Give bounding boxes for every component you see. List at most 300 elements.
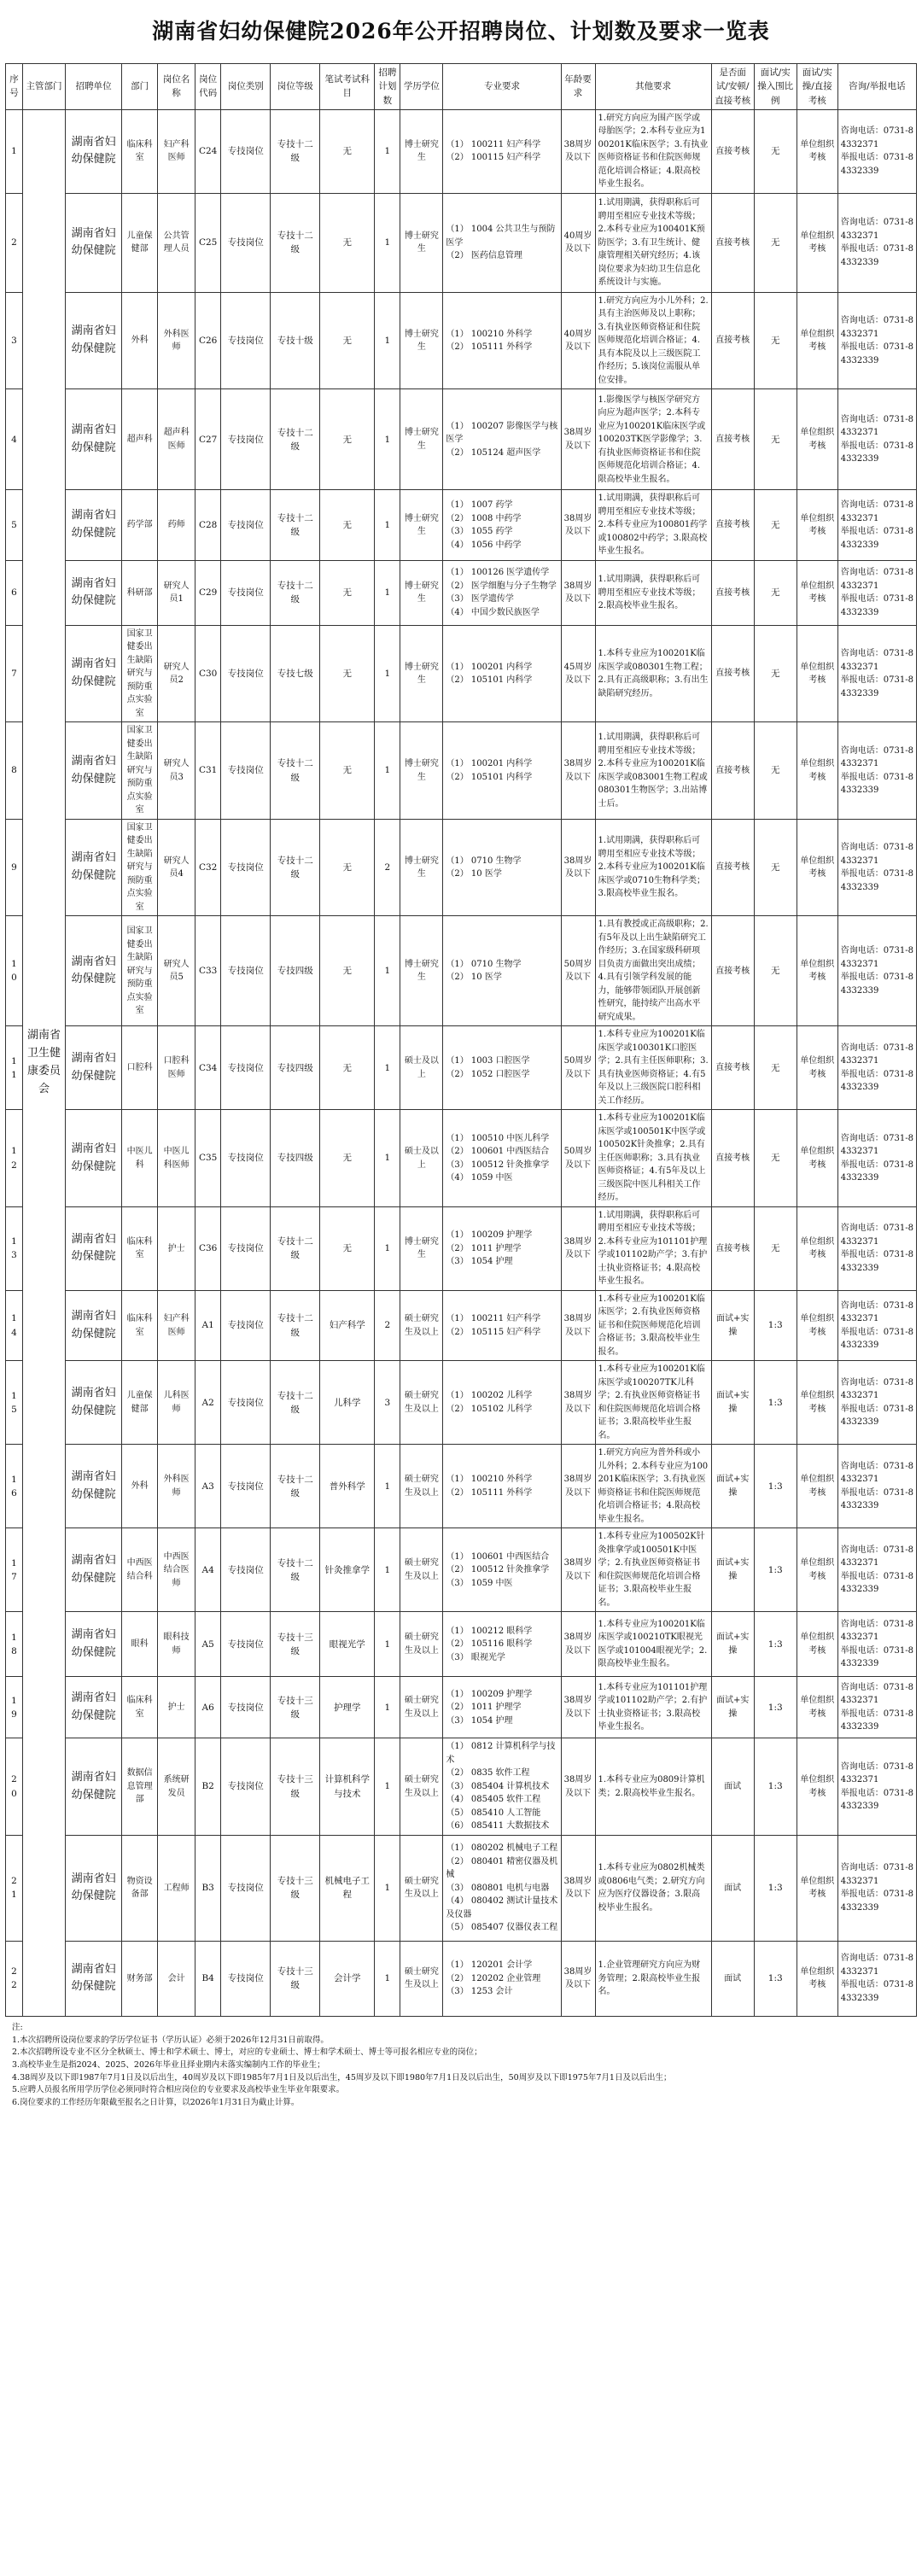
table-row bbox=[6, 1206, 917, 1290]
row-number: 19 bbox=[6, 1677, 23, 1738]
department: 国家卫健委出生缺陷研究与预防重点实验室 bbox=[122, 625, 158, 722]
assessment-organizer: 单位组织考核 bbox=[797, 1026, 837, 1110]
notes-section bbox=[5, 2017, 917, 2115]
assessment-organizer: 单位组织考核 bbox=[797, 1528, 837, 1612]
assessment-organizer: 单位组织考核 bbox=[797, 1612, 837, 1677]
department: 科研部 bbox=[122, 560, 158, 625]
position-code: A5 bbox=[195, 1612, 221, 1677]
position-level: 专技十三级 bbox=[271, 1941, 320, 2016]
position-level: 专技十二级 bbox=[271, 193, 320, 292]
row-number: 7 bbox=[6, 625, 23, 722]
major-requirement: （1） 100201 内科学 （2） 105101 内科学 bbox=[443, 722, 561, 820]
assessment-organizer: 单位组织考核 bbox=[797, 1290, 837, 1361]
contact-phone: 咨询电话：0731-84332371 举报电话：0731-84332339 bbox=[837, 1738, 916, 1836]
position-code: B2 bbox=[195, 1738, 221, 1836]
position-code: C25 bbox=[195, 193, 221, 292]
position-name: 公共管理人员 bbox=[158, 193, 195, 292]
shortlist-ratio: 无 bbox=[754, 292, 797, 389]
assessment-mode: 面试 bbox=[711, 1941, 754, 2016]
position-name: 外科医师 bbox=[158, 1445, 195, 1528]
planned-count: 1 bbox=[375, 1110, 400, 1207]
table-row bbox=[6, 560, 917, 625]
table-row bbox=[6, 1110, 917, 1207]
exam-subject: 无 bbox=[320, 389, 375, 490]
other-requirement: 1.本科专业应为100201K临床医学或100210TK眼视光医学或101004眼视光学；2.限高校毕业生报名。 bbox=[595, 1612, 711, 1677]
table-row bbox=[6, 109, 917, 193]
recruiting-unit: 湖南省妇幼保健院 bbox=[66, 1110, 122, 1207]
position-code: C26 bbox=[195, 292, 221, 389]
position-name: 口腔科医师 bbox=[158, 1026, 195, 1110]
other-requirement: 1.本科专业应为0809计算机类；2.限高校毕业生报名。 bbox=[595, 1738, 711, 1836]
assessment-organizer: 单位组织考核 bbox=[797, 819, 837, 916]
age-requirement: 38周岁及以下 bbox=[561, 1290, 595, 1361]
position-code: A3 bbox=[195, 1445, 221, 1528]
position-level: 专技十三级 bbox=[271, 1738, 320, 1836]
note-item: 3.高校毕业生是指2024、2025、2026年毕业且择业期内未落实编制内工作的毕业生； bbox=[12, 2059, 325, 2070]
position-category: 专技岗位 bbox=[221, 389, 271, 490]
planned-count: 1 bbox=[375, 1528, 400, 1612]
assessment-mode: 面试+实操 bbox=[711, 1528, 754, 1612]
row-number: 9 bbox=[6, 819, 23, 916]
planned-count: 1 bbox=[375, 389, 400, 490]
position-code: C29 bbox=[195, 560, 221, 625]
column-header: 序号 bbox=[6, 64, 23, 110]
row-number: 14 bbox=[6, 1290, 23, 1361]
assessment-organizer: 单位组织考核 bbox=[797, 1361, 837, 1445]
major-requirement: （1） 080202 机械电子工程 （2） 080401 精密仪器及机械 （3） 080801 电机与电器 （4） 080402 测试计量技术及仪器 （5） 085407 仪器仪表工程 bbox=[443, 1835, 561, 1941]
position-level: 专技十三级 bbox=[271, 1835, 320, 1941]
contact-phone: 咨询电话：0731-84332371 举报电话：0731-84332339 bbox=[837, 490, 916, 561]
position-code: C34 bbox=[195, 1026, 221, 1110]
table-row bbox=[6, 625, 917, 722]
position-level: 专技十二级 bbox=[271, 1290, 320, 1361]
table-row bbox=[6, 819, 917, 916]
assessment-mode: 面试+实操 bbox=[711, 1361, 754, 1445]
note-item: 1.本次招聘所设岗位要求的学历学位证书（学历认证）必须于2026年12月31日前取得。 bbox=[12, 2035, 329, 2045]
education: 硕士研究生及以上 bbox=[400, 1738, 443, 1836]
department: 物资设备部 bbox=[122, 1835, 158, 1941]
column-header: 岗位名称 bbox=[158, 64, 195, 110]
position-category: 专技岗位 bbox=[221, 625, 271, 722]
assessment-organizer: 单位组织考核 bbox=[797, 109, 837, 193]
education: 硕士研究生及以上 bbox=[400, 1528, 443, 1612]
exam-subject: 无 bbox=[320, 1026, 375, 1110]
recruiting-unit: 湖南省妇幼保健院 bbox=[66, 625, 122, 722]
recruiting-unit: 湖南省妇幼保健院 bbox=[66, 193, 122, 292]
position-name: 会计 bbox=[158, 1941, 195, 2016]
assessment-mode: 直接考核 bbox=[711, 819, 754, 916]
row-number: 13 bbox=[6, 1206, 23, 1290]
position-code: C24 bbox=[195, 109, 221, 193]
assessment-organizer: 单位组织考核 bbox=[797, 1445, 837, 1528]
contact-phone: 咨询电话：0731-84332371 举报电话：0731-84332339 bbox=[837, 1677, 916, 1738]
major-requirement: （1） 100601 中西医结合 （2） 100512 针灸推拿学 （3） 1059 中医 bbox=[443, 1528, 561, 1612]
position-code: C31 bbox=[195, 722, 221, 820]
recruiting-unit: 湖南省妇幼保健院 bbox=[66, 1361, 122, 1445]
shortlist-ratio: 无 bbox=[754, 625, 797, 722]
recruiting-unit: 湖南省妇幼保健院 bbox=[66, 916, 122, 1026]
age-requirement: 38周岁及以下 bbox=[561, 1941, 595, 2016]
column-header: 是否面试/安顿/直接考核 bbox=[711, 64, 754, 110]
age-requirement: 40周岁及以下 bbox=[561, 292, 595, 389]
recruiting-unit: 湖南省妇幼保健院 bbox=[66, 1612, 122, 1677]
recruiting-unit: 湖南省妇幼保健院 bbox=[66, 1941, 122, 2016]
position-level: 专技十二级 bbox=[271, 1528, 320, 1612]
age-requirement: 38周岁及以下 bbox=[561, 1677, 595, 1738]
assessment-organizer: 单位组织考核 bbox=[797, 1206, 837, 1290]
department: 儿童保健部 bbox=[122, 193, 158, 292]
exam-subject: 无 bbox=[320, 560, 375, 625]
major-requirement: （1） 100209 护理学 （2） 1011 护理学 （3） 1054 护理 bbox=[443, 1206, 561, 1290]
age-requirement: 38周岁及以下 bbox=[561, 1361, 595, 1445]
major-requirement: （1） 0812 计算机科学与技术 （2） 0835 软件工程 （3） 085404 计算机技术 （4） 085405 软件工程 （5） 085410 人工智能 （6） 085411 大数据技术 bbox=[443, 1738, 561, 1836]
position-code: C30 bbox=[195, 625, 221, 722]
exam-subject: 儿科学 bbox=[320, 1361, 375, 1445]
shortlist-ratio: 1:3 bbox=[754, 1738, 797, 1836]
position-code: C36 bbox=[195, 1206, 221, 1290]
position-category: 专技岗位 bbox=[221, 1612, 271, 1677]
education: 博士研究生 bbox=[400, 819, 443, 916]
age-requirement: 38周岁及以下 bbox=[561, 1738, 595, 1836]
position-name: 研究人员5 bbox=[158, 916, 195, 1026]
planned-count: 1 bbox=[375, 1941, 400, 2016]
position-level: 专技七级 bbox=[271, 625, 320, 722]
other-requirement: 1.本科专业应为100201K临床医学或100301K口腔医学；2.具有主任医师职称；3.具有执业医师资格证；4.有5年及以上三级医院口腔科相关工作经历。 bbox=[595, 1026, 711, 1110]
row-number: 6 bbox=[6, 560, 23, 625]
assessment-mode: 直接考核 bbox=[711, 722, 754, 820]
assessment-organizer: 单位组织考核 bbox=[797, 389, 837, 490]
note-item: 4.38周岁及以下即1987年7月1日及以后出生，40周岁及以下即1985年7月1日及以后出生，45周岁及以下即1980年7月1日及以后出生，50周岁及以下即1975年7月1日及以后出生； bbox=[12, 2072, 672, 2082]
recruiting-unit: 湖南省妇幼保健院 bbox=[66, 1835, 122, 1941]
exam-subject: 护理学 bbox=[320, 1677, 375, 1738]
assessment-organizer: 单位组织考核 bbox=[797, 490, 837, 561]
table-row bbox=[6, 916, 917, 1026]
table-row bbox=[6, 1835, 917, 1941]
column-header: 岗位类别 bbox=[221, 64, 271, 110]
row-number: 8 bbox=[6, 722, 23, 820]
position-code: A1 bbox=[195, 1290, 221, 1361]
position-category: 专技岗位 bbox=[221, 1026, 271, 1110]
shortlist-ratio: 1:3 bbox=[754, 1612, 797, 1677]
row-number: 4 bbox=[6, 389, 23, 490]
major-requirement: （1） 100211 妇产科学 （2） 105115 妇产科学 bbox=[443, 1290, 561, 1361]
planned-count: 1 bbox=[375, 1835, 400, 1941]
exam-subject: 会计学 bbox=[320, 1941, 375, 2016]
notes-label: 注: bbox=[12, 2022, 23, 2032]
assessment-organizer: 单位组织考核 bbox=[797, 1110, 837, 1207]
education: 博士研究生 bbox=[400, 292, 443, 389]
assessment-mode: 面试 bbox=[711, 1835, 754, 1941]
planned-count: 1 bbox=[375, 560, 400, 625]
position-name: 研究人员1 bbox=[158, 560, 195, 625]
position-category: 专技岗位 bbox=[221, 1941, 271, 2016]
column-header: 学历学位 bbox=[400, 64, 443, 110]
recruiting-unit: 湖南省妇幼保健院 bbox=[66, 1738, 122, 1836]
assessment-mode: 直接考核 bbox=[711, 193, 754, 292]
position-name: 护士 bbox=[158, 1677, 195, 1738]
exam-subject: 无 bbox=[320, 193, 375, 292]
planned-count: 1 bbox=[375, 1612, 400, 1677]
position-category: 专技岗位 bbox=[221, 109, 271, 193]
other-requirement: 1.本科专业应为0802机械类或0806电气类；2.研究方向应为医疗仪器设备；3.限高校毕业生报名。 bbox=[595, 1835, 711, 1941]
contact-phone: 咨询电话：0731-84332371 举报电话：0731-84332339 bbox=[837, 916, 916, 1026]
other-requirement: 1.本科专业应为101101护理学或101102助产学；2.有护士执业资格证书；3.限高校毕业生报名。 bbox=[595, 1677, 711, 1738]
shortlist-ratio: 无 bbox=[754, 389, 797, 490]
position-name: 研究人员4 bbox=[158, 819, 195, 916]
planned-count: 1 bbox=[375, 1026, 400, 1110]
position-code: A4 bbox=[195, 1528, 221, 1612]
position-category: 专技岗位 bbox=[221, 1110, 271, 1207]
education: 硕士研究生及以上 bbox=[400, 1941, 443, 2016]
education: 博士研究生 bbox=[400, 389, 443, 490]
contact-phone: 咨询电话：0731-84332371 举报电话：0731-84332339 bbox=[837, 292, 916, 389]
assessment-mode: 面试+实操 bbox=[711, 1612, 754, 1677]
recruiting-unit: 湖南省妇幼保健院 bbox=[66, 1206, 122, 1290]
exam-subject: 无 bbox=[320, 1110, 375, 1207]
position-name: 中西医结合医师 bbox=[158, 1528, 195, 1612]
other-requirement: 1.企业管理研究方向应为财务管理；2.限高校毕业生报名。 bbox=[595, 1941, 711, 2016]
age-requirement: 38周岁及以下 bbox=[561, 490, 595, 561]
age-requirement: 38周岁及以下 bbox=[561, 1835, 595, 1941]
position-category: 专技岗位 bbox=[221, 1206, 271, 1290]
planned-count: 1 bbox=[375, 722, 400, 820]
education: 硕士研究生及以上 bbox=[400, 1835, 443, 1941]
other-requirement: 1.试用期满，获得职称后可聘用至相应专业技术等级；2.本科专业应为100201K临床医学或083001生物工程或080301生物医学；3.出站博士后。 bbox=[595, 722, 711, 820]
planned-count: 1 bbox=[375, 292, 400, 389]
planned-count: 1 bbox=[375, 1677, 400, 1738]
assessment-organizer: 单位组织考核 bbox=[797, 722, 837, 820]
exam-subject: 计算机科学与技术 bbox=[320, 1738, 375, 1836]
exam-subject: 无 bbox=[320, 1206, 375, 1290]
assessment-organizer: 单位组织考核 bbox=[797, 1738, 837, 1836]
table-row bbox=[6, 1445, 917, 1528]
exam-subject: 针灸推拿学 bbox=[320, 1528, 375, 1612]
position-level: 专技十二级 bbox=[271, 109, 320, 193]
contact-phone: 咨询电话：0731-84332371 举报电话：0731-84332339 bbox=[837, 1026, 916, 1110]
recruiting-unit: 湖南省妇幼保健院 bbox=[66, 1290, 122, 1361]
major-requirement: （1） 100207 影像医学与核医学 （2） 105124 超声医学 bbox=[443, 389, 561, 490]
column-header: 咨询/举报电话 bbox=[837, 64, 916, 110]
education: 博士研究生 bbox=[400, 722, 443, 820]
position-code: C35 bbox=[195, 1110, 221, 1207]
position-category: 专技岗位 bbox=[221, 722, 271, 820]
column-header: 部门 bbox=[122, 64, 158, 110]
assessment-organizer: 单位组织考核 bbox=[797, 1677, 837, 1738]
contact-phone: 咨询电话：0731-84332371 举报电话：0731-84332339 bbox=[837, 1206, 916, 1290]
column-header: 面试/实操/直接考核 bbox=[797, 64, 837, 110]
contact-phone: 咨询电话：0731-84332371 举报电话：0731-84332339 bbox=[837, 625, 916, 722]
education: 硕士研究生及以上 bbox=[400, 1445, 443, 1528]
other-requirement: 1.影像医学与核医学研究方向应为超声医学；2.本科专业应为100201K临床医学或100203TK医学影像学；3.有执业医师资格证书和住院医师规范化培训合格证；4.限高校毕业生报名。 bbox=[595, 389, 711, 490]
exam-subject: 妇产科学 bbox=[320, 1290, 375, 1361]
table-row bbox=[6, 1612, 917, 1677]
position-code: C28 bbox=[195, 490, 221, 561]
row-number: 2 bbox=[6, 193, 23, 292]
assessment-mode: 面试+实操 bbox=[711, 1677, 754, 1738]
other-requirement: 1.研究方向应为普外科或小儿外科；2.本科专业应为100201K临床医学；3.有执业医师资格证书和住院医师规范化培训合格证书；4.限高校毕业生报名。 bbox=[595, 1445, 711, 1528]
age-requirement: 38周岁及以下 bbox=[561, 109, 595, 193]
table-row bbox=[6, 292, 917, 389]
contact-phone: 咨询电话：0731-84332371 举报电话：0731-84332339 bbox=[837, 193, 916, 292]
table-body bbox=[6, 109, 917, 2016]
row-number: 21 bbox=[6, 1835, 23, 1941]
planned-count: 1 bbox=[375, 1445, 400, 1528]
shortlist-ratio: 1:3 bbox=[754, 1528, 797, 1612]
recruiting-unit: 湖南省妇幼保健院 bbox=[66, 109, 122, 193]
education: 博士研究生 bbox=[400, 560, 443, 625]
position-category: 专技岗位 bbox=[221, 490, 271, 561]
department: 口腔科 bbox=[122, 1026, 158, 1110]
major-requirement: （1） 100212 眼科学 （2） 105116 眼科学 （3） 眼视光学 bbox=[443, 1612, 561, 1677]
row-number: 22 bbox=[6, 1941, 23, 2016]
assessment-mode: 面试+实操 bbox=[711, 1445, 754, 1528]
shortlist-ratio: 无 bbox=[754, 722, 797, 820]
assessment-mode: 直接考核 bbox=[711, 292, 754, 389]
assessment-mode: 直接考核 bbox=[711, 109, 754, 193]
position-category: 专技岗位 bbox=[221, 193, 271, 292]
position-category: 专技岗位 bbox=[221, 1445, 271, 1528]
planned-count: 1 bbox=[375, 193, 400, 292]
assessment-mode: 直接考核 bbox=[711, 625, 754, 722]
assessment-mode: 直接考核 bbox=[711, 490, 754, 561]
row-number: 18 bbox=[6, 1612, 23, 1677]
assessment-mode: 面试 bbox=[711, 1738, 754, 1836]
position-level: 专技十二级 bbox=[271, 1361, 320, 1445]
assessment-mode: 面试+实操 bbox=[711, 1290, 754, 1361]
recruiting-unit: 湖南省妇幼保健院 bbox=[66, 722, 122, 820]
planned-count: 1 bbox=[375, 625, 400, 722]
contact-phone: 咨询电话：0731-84332371 举报电话：0731-84332339 bbox=[837, 389, 916, 490]
shortlist-ratio: 无 bbox=[754, 1206, 797, 1290]
department: 儿童保健部 bbox=[122, 1361, 158, 1445]
major-requirement: （1） 100210 外科学 （2） 105111 外科学 bbox=[443, 1445, 561, 1528]
row-number: 12 bbox=[6, 1110, 23, 1207]
contact-phone: 咨询电话：0731-84332371 举报电话：0731-84332339 bbox=[837, 1528, 916, 1612]
recruiting-unit: 湖南省妇幼保健院 bbox=[66, 490, 122, 561]
position-category: 专技岗位 bbox=[221, 292, 271, 389]
department: 临床科室 bbox=[122, 1290, 158, 1361]
other-requirement: 1.研究方向应为小儿外科；2.具有主治医师及以上职称；3.有执业医师资格证和住院医师规范化培训合格证；4.具有本院及以上三级医院工作经历；5.该岗位需服从单位安排。 bbox=[595, 292, 711, 389]
column-header: 招聘计划数 bbox=[375, 64, 400, 110]
assessment-mode: 直接考核 bbox=[711, 1110, 754, 1207]
column-header: 笔试考试科目 bbox=[320, 64, 375, 110]
major-requirement: （1） 0710 生物学 （2） 10 医学 bbox=[443, 819, 561, 916]
shortlist-ratio: 1:3 bbox=[754, 1290, 797, 1361]
table-row bbox=[6, 1528, 917, 1612]
planned-count: 1 bbox=[375, 1738, 400, 1836]
education: 硕士研究生及以上 bbox=[400, 1290, 443, 1361]
planned-count: 1 bbox=[375, 1206, 400, 1290]
contact-phone: 咨询电话：0731-84332371 举报电话：0731-84332339 bbox=[837, 1445, 916, 1528]
table-row bbox=[6, 490, 917, 561]
department: 药学部 bbox=[122, 490, 158, 561]
note-item: 6.岗位要求的工作经历年限截至报名之日计算，以2026年1月31日为截止计算。 bbox=[12, 2098, 300, 2108]
major-requirement: （1） 0710 生物学 （2） 10 医学 bbox=[443, 916, 561, 1026]
contact-phone: 咨询电话：0731-84332371 举报电话：0731-84332339 bbox=[837, 819, 916, 916]
age-requirement: 40周岁及以下 bbox=[561, 193, 595, 292]
position-level: 专技十三级 bbox=[271, 1612, 320, 1677]
position-level: 专技十二级 bbox=[271, 490, 320, 561]
position-code: B3 bbox=[195, 1835, 221, 1941]
contact-phone: 咨询电话：0731-84332371 举报电话：0731-84332339 bbox=[837, 1110, 916, 1207]
position-category: 专技岗位 bbox=[221, 1835, 271, 1941]
recruiting-unit: 湖南省妇幼保健院 bbox=[66, 819, 122, 916]
contact-phone: 咨询电话：0731-84332371 举报电话：0731-84332339 bbox=[837, 1290, 916, 1361]
recruiting-unit: 湖南省妇幼保健院 bbox=[66, 1445, 122, 1528]
other-requirement: 1.本科专业应为100201K临床医学；2.有执业医师资格证书和住院医师规范化培训合格证书；3.限高校毕业生报名。 bbox=[595, 1290, 711, 1361]
age-requirement: 38周岁及以下 bbox=[561, 1445, 595, 1528]
other-requirement: 1.本科专业应为100201K临床医学或100501K中医学或100502K针灸推拿；2.具有主任医师职称；3.具有执业医师资格证；4.有5年及以上三级医院中医儿科相关工作经历。 bbox=[595, 1110, 711, 1207]
position-name: 中医儿科医师 bbox=[158, 1110, 195, 1207]
column-header: 年龄要求 bbox=[561, 64, 595, 110]
education: 博士研究生 bbox=[400, 109, 443, 193]
major-requirement: （1） 100211 妇产科学 （2） 100115 妇产科学 bbox=[443, 109, 561, 193]
age-requirement: 45周岁及以下 bbox=[561, 625, 595, 722]
shortlist-ratio: 无 bbox=[754, 490, 797, 561]
column-header: 专业要求 bbox=[443, 64, 561, 110]
position-name: 儿科医师 bbox=[158, 1361, 195, 1445]
shortlist-ratio: 1:3 bbox=[754, 1445, 797, 1528]
row-number: 15 bbox=[6, 1361, 23, 1445]
position-name: 工程师 bbox=[158, 1835, 195, 1941]
position-level: 专技十二级 bbox=[271, 1206, 320, 1290]
major-requirement: （1） 1004 公共卫生与预防医学 （2） 医药信息管理 bbox=[443, 193, 561, 292]
department: 超声科 bbox=[122, 389, 158, 490]
table-row bbox=[6, 1026, 917, 1110]
shortlist-ratio: 无 bbox=[754, 819, 797, 916]
planned-count: 1 bbox=[375, 109, 400, 193]
position-level: 专技四级 bbox=[271, 1110, 320, 1207]
position-category: 专技岗位 bbox=[221, 1361, 271, 1445]
assessment-organizer: 单位组织考核 bbox=[797, 1941, 837, 2016]
position-category: 专技岗位 bbox=[221, 1290, 271, 1361]
position-level: 专技十二级 bbox=[271, 819, 320, 916]
recruitment-table bbox=[5, 63, 917, 2017]
education: 博士研究生 bbox=[400, 1206, 443, 1290]
position-name: 妇产科医师 bbox=[158, 109, 195, 193]
supervising-department: 湖南省卫生健康委员会 bbox=[23, 109, 66, 2016]
department: 临床科室 bbox=[122, 1206, 158, 1290]
department: 国家卫健委出生缺陷研究与预防重点实验室 bbox=[122, 916, 158, 1026]
recruiting-unit: 湖南省妇幼保健院 bbox=[66, 1677, 122, 1738]
education: 硕士研究生及以上 bbox=[400, 1677, 443, 1738]
exam-subject: 无 bbox=[320, 916, 375, 1026]
age-requirement: 50周岁及以下 bbox=[561, 916, 595, 1026]
exam-subject: 无 bbox=[320, 292, 375, 389]
age-requirement: 38周岁及以下 bbox=[561, 1528, 595, 1612]
age-requirement: 38周岁及以下 bbox=[561, 1612, 595, 1677]
exam-subject: 无 bbox=[320, 490, 375, 561]
exam-subject: 无 bbox=[320, 819, 375, 916]
position-level: 专技四级 bbox=[271, 1026, 320, 1110]
position-category: 专技岗位 bbox=[221, 916, 271, 1026]
department: 眼科 bbox=[122, 1612, 158, 1677]
assessment-organizer: 单位组织考核 bbox=[797, 292, 837, 389]
major-requirement: （1） 100209 护理学 （2） 1011 护理学 （3） 1054 护理 bbox=[443, 1677, 561, 1738]
position-name: 超声科医师 bbox=[158, 389, 195, 490]
department: 数据信息管理部 bbox=[122, 1738, 158, 1836]
department: 外科 bbox=[122, 292, 158, 389]
table-row bbox=[6, 1738, 917, 1836]
shortlist-ratio: 无 bbox=[754, 1110, 797, 1207]
position-name: 系统研发员 bbox=[158, 1738, 195, 1836]
position-code: C33 bbox=[195, 916, 221, 1026]
assessment-mode: 直接考核 bbox=[711, 1206, 754, 1290]
exam-subject: 无 bbox=[320, 722, 375, 820]
other-requirement: 1.试用期满，获得职称后可聘用至相应专业技术等级；2.本科专业应为100801药学或100802中药学；3.限高校毕业生报名。 bbox=[595, 490, 711, 561]
recruiting-unit: 湖南省妇幼保健院 bbox=[66, 1026, 122, 1110]
other-requirement: 1.试用期满，获得职称后可聘用至相应专业技术等级；2.限高校毕业生报名。 bbox=[595, 560, 711, 625]
